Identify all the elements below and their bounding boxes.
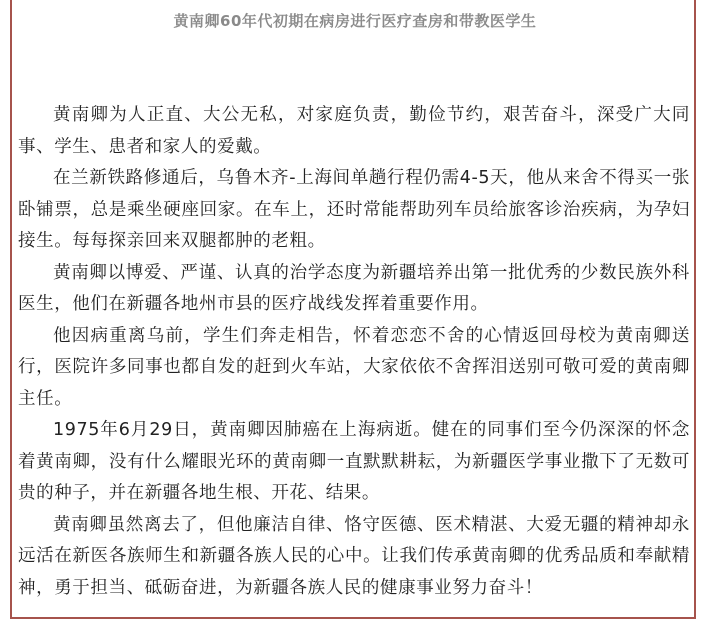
paragraph-3: 黄南卿以博爱、严谨、认真的治学态度为新疆培养出第一批优秀的少数民族外科医生，他们在新疆各地州市县的医疗战线发挥着重要作用。: [18, 262, 690, 314]
image-caption: 黄南卿60年代初期在病房进行医疗查房和带教医学生: [173, 12, 537, 30]
paragraph-5: 1975年6月29日，黄南卿因肺癌在上海病逝。健在的同事们至今仍深深的怀念着黄南卿，没有什么耀眼光环的黄南卿一直默默耕耘，为新疆医学事业撒下了无数可贵的种子，并在新疆各地生根、开花、结果。: [18, 420, 690, 503]
paragraph-2: 在兰新铁路修通后，乌鲁木齐-上海间单趟行程仍需4-5天，他从来舍不得买一张卧铺票，总是乘坐硬座回家。在车上，还时常能帮助列车员给旅客诊治疾病，为孕妇接生。每每探亲回来双腿都肿的老粗。: [18, 168, 690, 251]
paragraph-6: 黄南卿虽然离去了，但他廉洁自律、恪守医德、医术精湛、大爱无疆的精神却永远活在新医各族师生和新疆各族人民的心中。让我们传承黄南卿的优秀品质和奉献精神，勇于担当、砥砺奋进，为新疆各族人民的健康事业努力奋斗！: [18, 514, 690, 598]
paragraph-4: 他因病重离乌前，学生们奔走相告，怀着恋恋不舍的心情返回母校为黄南卿送行，医院许多同事也都自发的赶到火车站，大家依依不舍挥泪送别可敬可爱的黄南卿主任。: [18, 325, 690, 409]
paragraph-1: 黄南卿为人正直、大公无私，对家庭负责，勤俭节约，艰苦奋斗，深受广大同事、学生、患者和家人的爱戴。: [18, 105, 690, 157]
article-body: [18, 100, 690, 604]
